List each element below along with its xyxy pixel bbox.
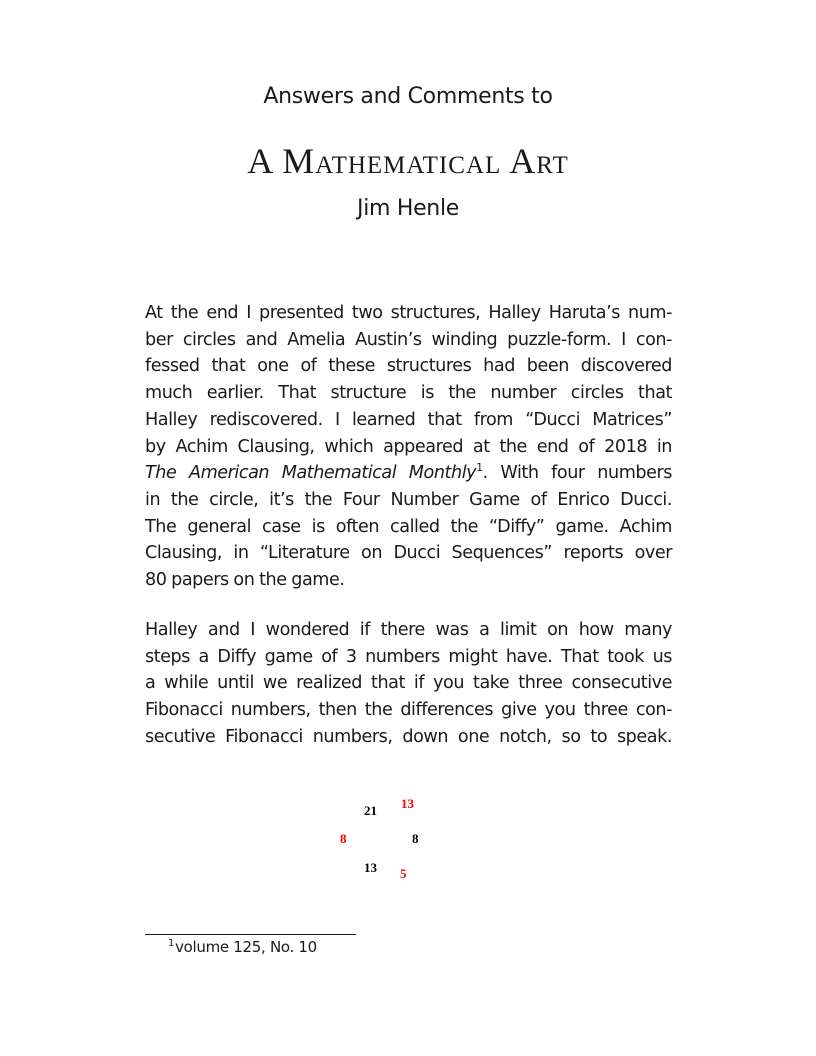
text-line: 80 papers on the game.: [145, 570, 345, 591]
difference-number: 13: [401, 796, 414, 811]
text-line: Fibonacci numbers, then the differences give you three con-: [145, 700, 672, 721]
footnote: [168, 938, 317, 956]
footnote-rule: [145, 934, 356, 935]
journal-title: The American Mathematical Monthly: [145, 463, 477, 484]
difference-number: 5: [400, 866, 407, 881]
document-subtitle: Answers and Comments to: [263, 84, 553, 109]
footnote-text: volume 125, No. 10: [175, 938, 317, 956]
text-line: steps a Diffy game of 3 numbers might have. That took us: [145, 646, 672, 667]
text-line: ber circles and Amelia Austin’s winding puzzle-form. I con-: [145, 329, 672, 350]
outer-number: 13: [364, 860, 377, 875]
footnote-mark[interactable]: 1: [476, 461, 483, 475]
text-line: The general case is often called the “Diffy” game. Achim: [145, 516, 672, 537]
document-author: Jim Henle: [357, 196, 459, 221]
text-line: Clausing, in “Literature on Ducci Sequences” reports over: [145, 543, 672, 564]
outer-number: 21: [364, 803, 377, 818]
outer-number: 8: [412, 831, 419, 846]
text-line: in the circle, it’s the Four Number Game of Enrico Ducci.: [145, 489, 672, 510]
text-line: secutive Fibonacci numbers, down one notch, so to speak.: [145, 726, 672, 747]
footnote-number: 1: [168, 938, 175, 949]
difference-number: 8: [340, 831, 347, 846]
paragraph-2: [145, 617, 672, 751]
text-line: Halley rediscovered. I learned that from “Ducci Matrices”: [145, 409, 672, 430]
text-line-with-citation: [145, 460, 672, 487]
document-title: A Mathematical Art: [247, 141, 569, 181]
text-line: much earlier. That structure is the number circles that: [145, 383, 672, 404]
text-line: by Achim Clausing, which appeared at the end of 2018 in: [145, 436, 672, 457]
paragraph-1: [145, 300, 672, 594]
text-line: Halley and I wondered if there was a limit on how many: [145, 620, 672, 640]
text-line: At the end I presented two structures, Halley Haruta’s num-: [145, 303, 672, 323]
text-line: a while until we realized that if you take three consecutive: [145, 673, 672, 694]
text-fragment: . With four numbers: [482, 463, 672, 484]
text-line: fessed that one of these structures had been discovered: [145, 356, 672, 377]
